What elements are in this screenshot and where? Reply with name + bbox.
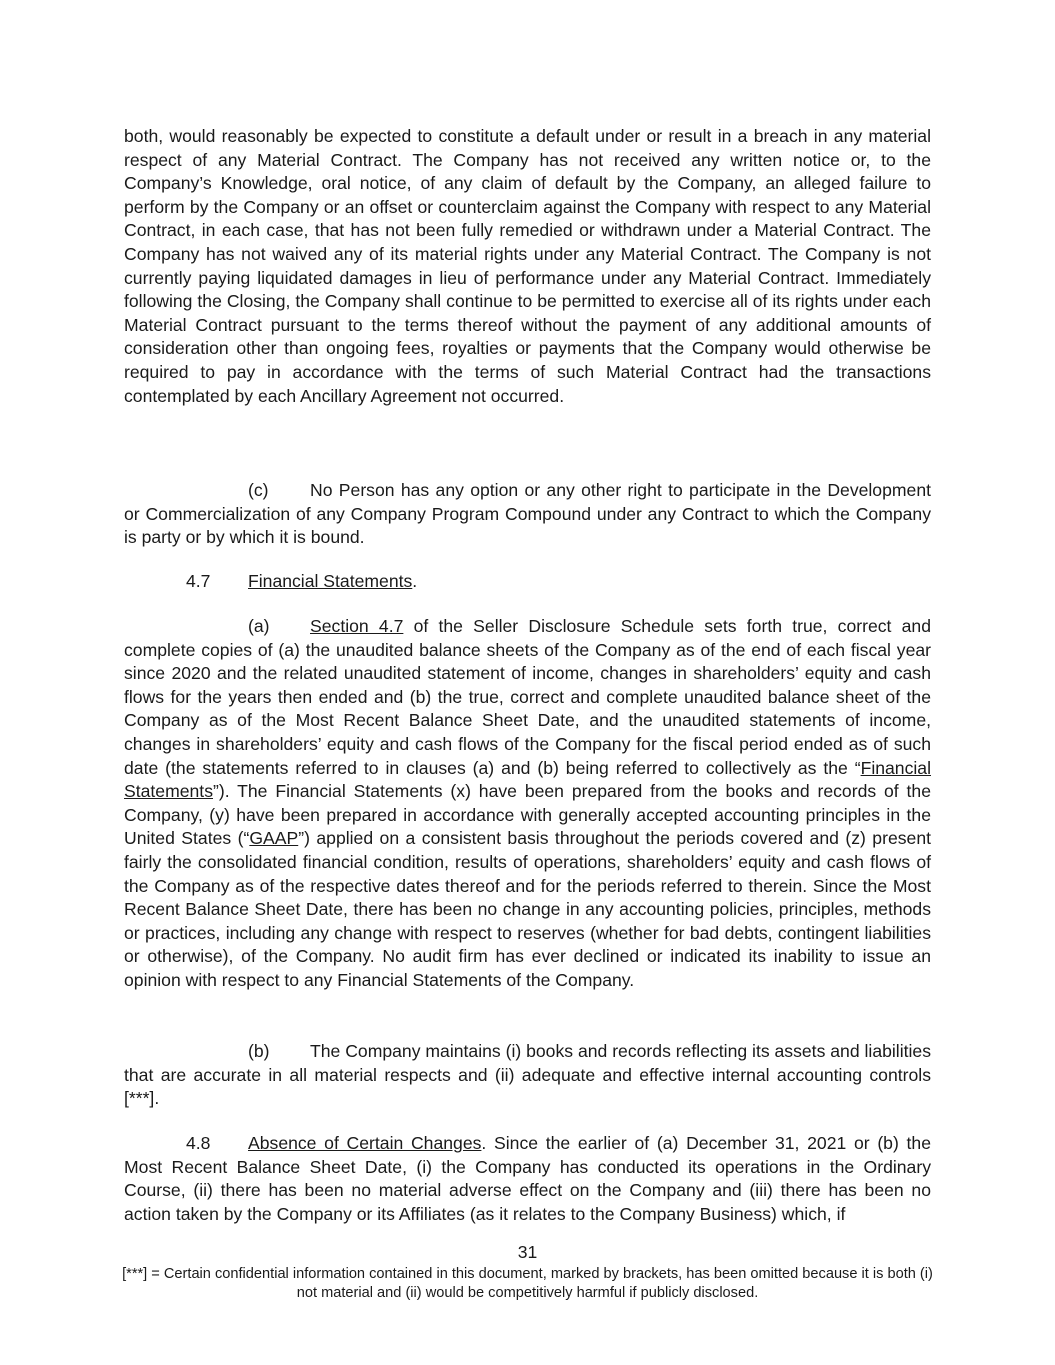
section-reference: Section 4.7 [310, 616, 404, 636]
section-title: Absence of Certain Changes [248, 1133, 482, 1153]
section-4-8 [124, 1132, 931, 1226]
section-text: . Since the earlier of (a) December 31, 2021 or (b) the Most Recent Balance Sheet Date, (i) the Company has conducted its operations in the Ordinary Course, (ii) there has been no material adverse effect on the Company and (iii) there has been no action taken by the Company or its Affiliates (as it relates to the Company Business) which, if [124, 1133, 931, 1224]
defined-term-gaap: GAAP [249, 828, 299, 849]
paragraph-4-6-c [124, 479, 931, 550]
clause-text: The Company maintains (i) books and records reflecting its assets and liabilities that are accurate in all material respects and (ii) adequate and effective internal accounting controls [***]. [124, 1041, 931, 1109]
clause-number: (b) [248, 1041, 270, 1061]
paragraph-4-7-b [124, 1040, 931, 1111]
paragraph-text: both, would reasonably be expected to constitute a default under or result in a breach in any material respect of any Material Contract. The Company has not received any written notice or, to the Company’s Knowledge, oral notice, of any claim of default by the Company, an alleged failure to perform by the Company or an offset or counterclaim against the Company with respect to any Material Contract, in each case, that has not been fully remedied or withdrawn under a Material Contract. The Company has not waived any of its material rights under any Material Contract. The Company is not currently paying liquidated damages in lieu of performance under any Material Contract. Immediately following the Closing, the Company shall continue to be permitted to exercise all of its rights under each Material Contract pursuant to the terms thereof without the payment of any additional amounts of consideration other than ongoing fees, royalties or payments that the Company would otherwise be required to pay in accordance with the terms of such Material Contract had the transactions contemplated by each Ancillary Agreement not occurred. [124, 126, 931, 406]
section-4-7-heading: 4.7 Financial Statements. [124, 570, 931, 594]
section-title: Financial Statements [248, 571, 413, 591]
clause-number: (a) [248, 616, 270, 636]
paragraph-material-contract-continued [124, 125, 931, 408]
clause-text: No Person has any option or any other right to participate in the Development or Commercialization of any Company Program Compound under any Contract to which the Company is party or by which it is bound. [124, 480, 931, 548]
paragraph-4-7-a: (a) Section 4.7 of the Seller Disclosure Schedule sets forth true, correct and complete copies of (a) the unaudited balance sheets of the Company as of the end of each fiscal year since 2020 and the related unaudited statement of income, changes in shareholders’ equity and cash flows for the years then ended and (b) the true, correct and complete unaudited balance sheet of the Company as of the Most Recent Balance Sheet Date, and the unaudited statements of income, changes in shareholders’ equity and cash flows of the Company for the fiscal period ended as of such date (the statements referred to in clauses (a) and (b) being referred to collectively as the “Financial Statements”). The Financial Statements (x) have been prepared from the books and records of the Company, (y) have been prepared in accordance with generally accepted accounting principles in the United States (“GAAP”) applied on a consistent basis throughout the periods covered and (z) present fairly the consolidated financial condition, results of operations, shareholders’ equity and cash flows of the Company as of the respective dates thereof and for the periods referred to therein. Since the Most Recent Balance Sheet Date, there has been no change in any accounting policies, principles, methods or practices, including any change with respect to reserves (whether for bad debts, contingent liabilities or otherwise), of the Company. No audit firm has ever declined or indicated its inability to issue an opinion with respect to any Financial Statements of the Company. [124, 616, 931, 990]
confidentiality-footnote: [***] = Certain confidential information contained in this document, marked by brackets, has been omitted because it is both (i) not material and (ii) would be competitively harmful if publicly disclosed. [122, 1266, 933, 1301]
section-number: 4.8 [186, 1133, 211, 1153]
defined-term-financial-statements: Financial Statements [124, 757, 931, 802]
section-number: 4.7 [186, 571, 211, 591]
clause-number: (c) [248, 480, 269, 500]
page-number: 31 [517, 1242, 538, 1262]
